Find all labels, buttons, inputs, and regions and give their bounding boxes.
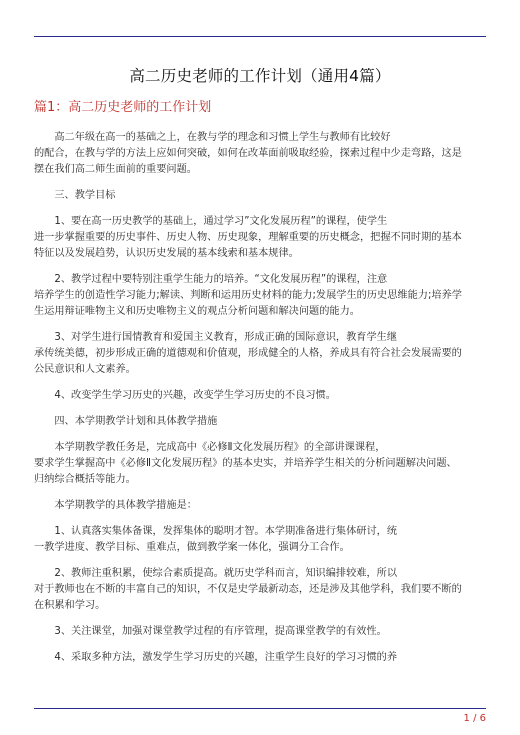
- paragraph-goal-3: 3、对学生进行国情教育和爱国主义教育，形成正确的国际意识，教育学生继 承传统美德，初步形成正确的道德观和价值观，形成健全的人格，养成具有符合社会发展需要的 公民意识和人文素养。: [34, 332, 462, 375]
- paragraph-goal-2: 2、教学过程中要特别注重学生能力的培养。“文化发展历程”的课程，注意 培养学生的创造性学习能力;解读、判断和运用历史材料的能力;发展学生的历史思维能力;培养学 生运用辩证唯物主义和历史唯物主义的观点分析问题和解决问题的能力。: [34, 274, 462, 317]
- paragraph-measure-2: 2、教师注重积累，使综合素质提高。就历史学科而言，知识编排较难，所以 对于教师也在不断的丰富自己的知识，不仅是史学最新动态，还是涉及其他学科，我们要不断的 在积累和学习。: [34, 568, 462, 611]
- paragraph-measures-intro: 本学期教学的具体教学措施是：: [34, 500, 197, 511]
- page-indicator: 1 / 6: [463, 713, 486, 724]
- page-title: 高二历史老师的工作计划（通用4篇）: [129, 67, 391, 85]
- header-rule: [34, 36, 486, 37]
- subheading-goals: 三、教学目标: [34, 190, 116, 201]
- footer-rule: [34, 708, 486, 709]
- document-body: [34, 130, 486, 676]
- paragraph-goal-4: 4、改变学生学习历史的兴趣，改变学生学习历史的不良习惯。: [34, 390, 336, 401]
- paragraph-tasks: 本学期教学教任务是，完成高中《必修Ⅱ文化发展历程》的全部讲课课程， 要求学生掌握高中《必修Ⅱ文化发展历程》的基本史实，并培养学生相关的分析问题解决问题、 归纳综合概括等能力。: [34, 442, 457, 485]
- subheading-plan: 四、本学期教学计划和具体教学措施: [34, 416, 218, 427]
- paragraph-intro: 高二年级在高一的基础之上，在教与学的理念和习惯上学生与教师有比较好 的配合，在教与学的方法上应如何突破，如何在改革面前吸取经验，探索过程中少走弯路，这是 摆在我们高二师生面前的重要问题。: [34, 132, 462, 175]
- section-heading: 篇1：高二历史老师的工作计划: [34, 100, 212, 115]
- paragraph-measure-1: 1、认真落实集体备课，发挥集体的聪明才智。本学期准备进行集体研讨，统 一教学进度、教学目标、重难点，做到教学案一体化，强调分工合作。: [34, 526, 398, 553]
- paragraph-measure-4: 4、采取多种方法，激发学生学习历史的兴趣，注重学生良好的学习习惯的养: [34, 652, 398, 663]
- paragraph-measure-3: 3、关注课堂，加强对课堂教学过程的有序管理，提高课堂教学的有效性。: [34, 626, 387, 637]
- paragraph-goal-1: 1、要在高一历史教学的基础上，通过学习”文化发展历程”的课程，使学生 进一步掌握重要的历史事件、历史人物、历史现象，理解重要的历史概念，把握不同时期的基本 特征以及发展趋势，认识历史发展的基本线索和基本规律。: [34, 216, 462, 259]
